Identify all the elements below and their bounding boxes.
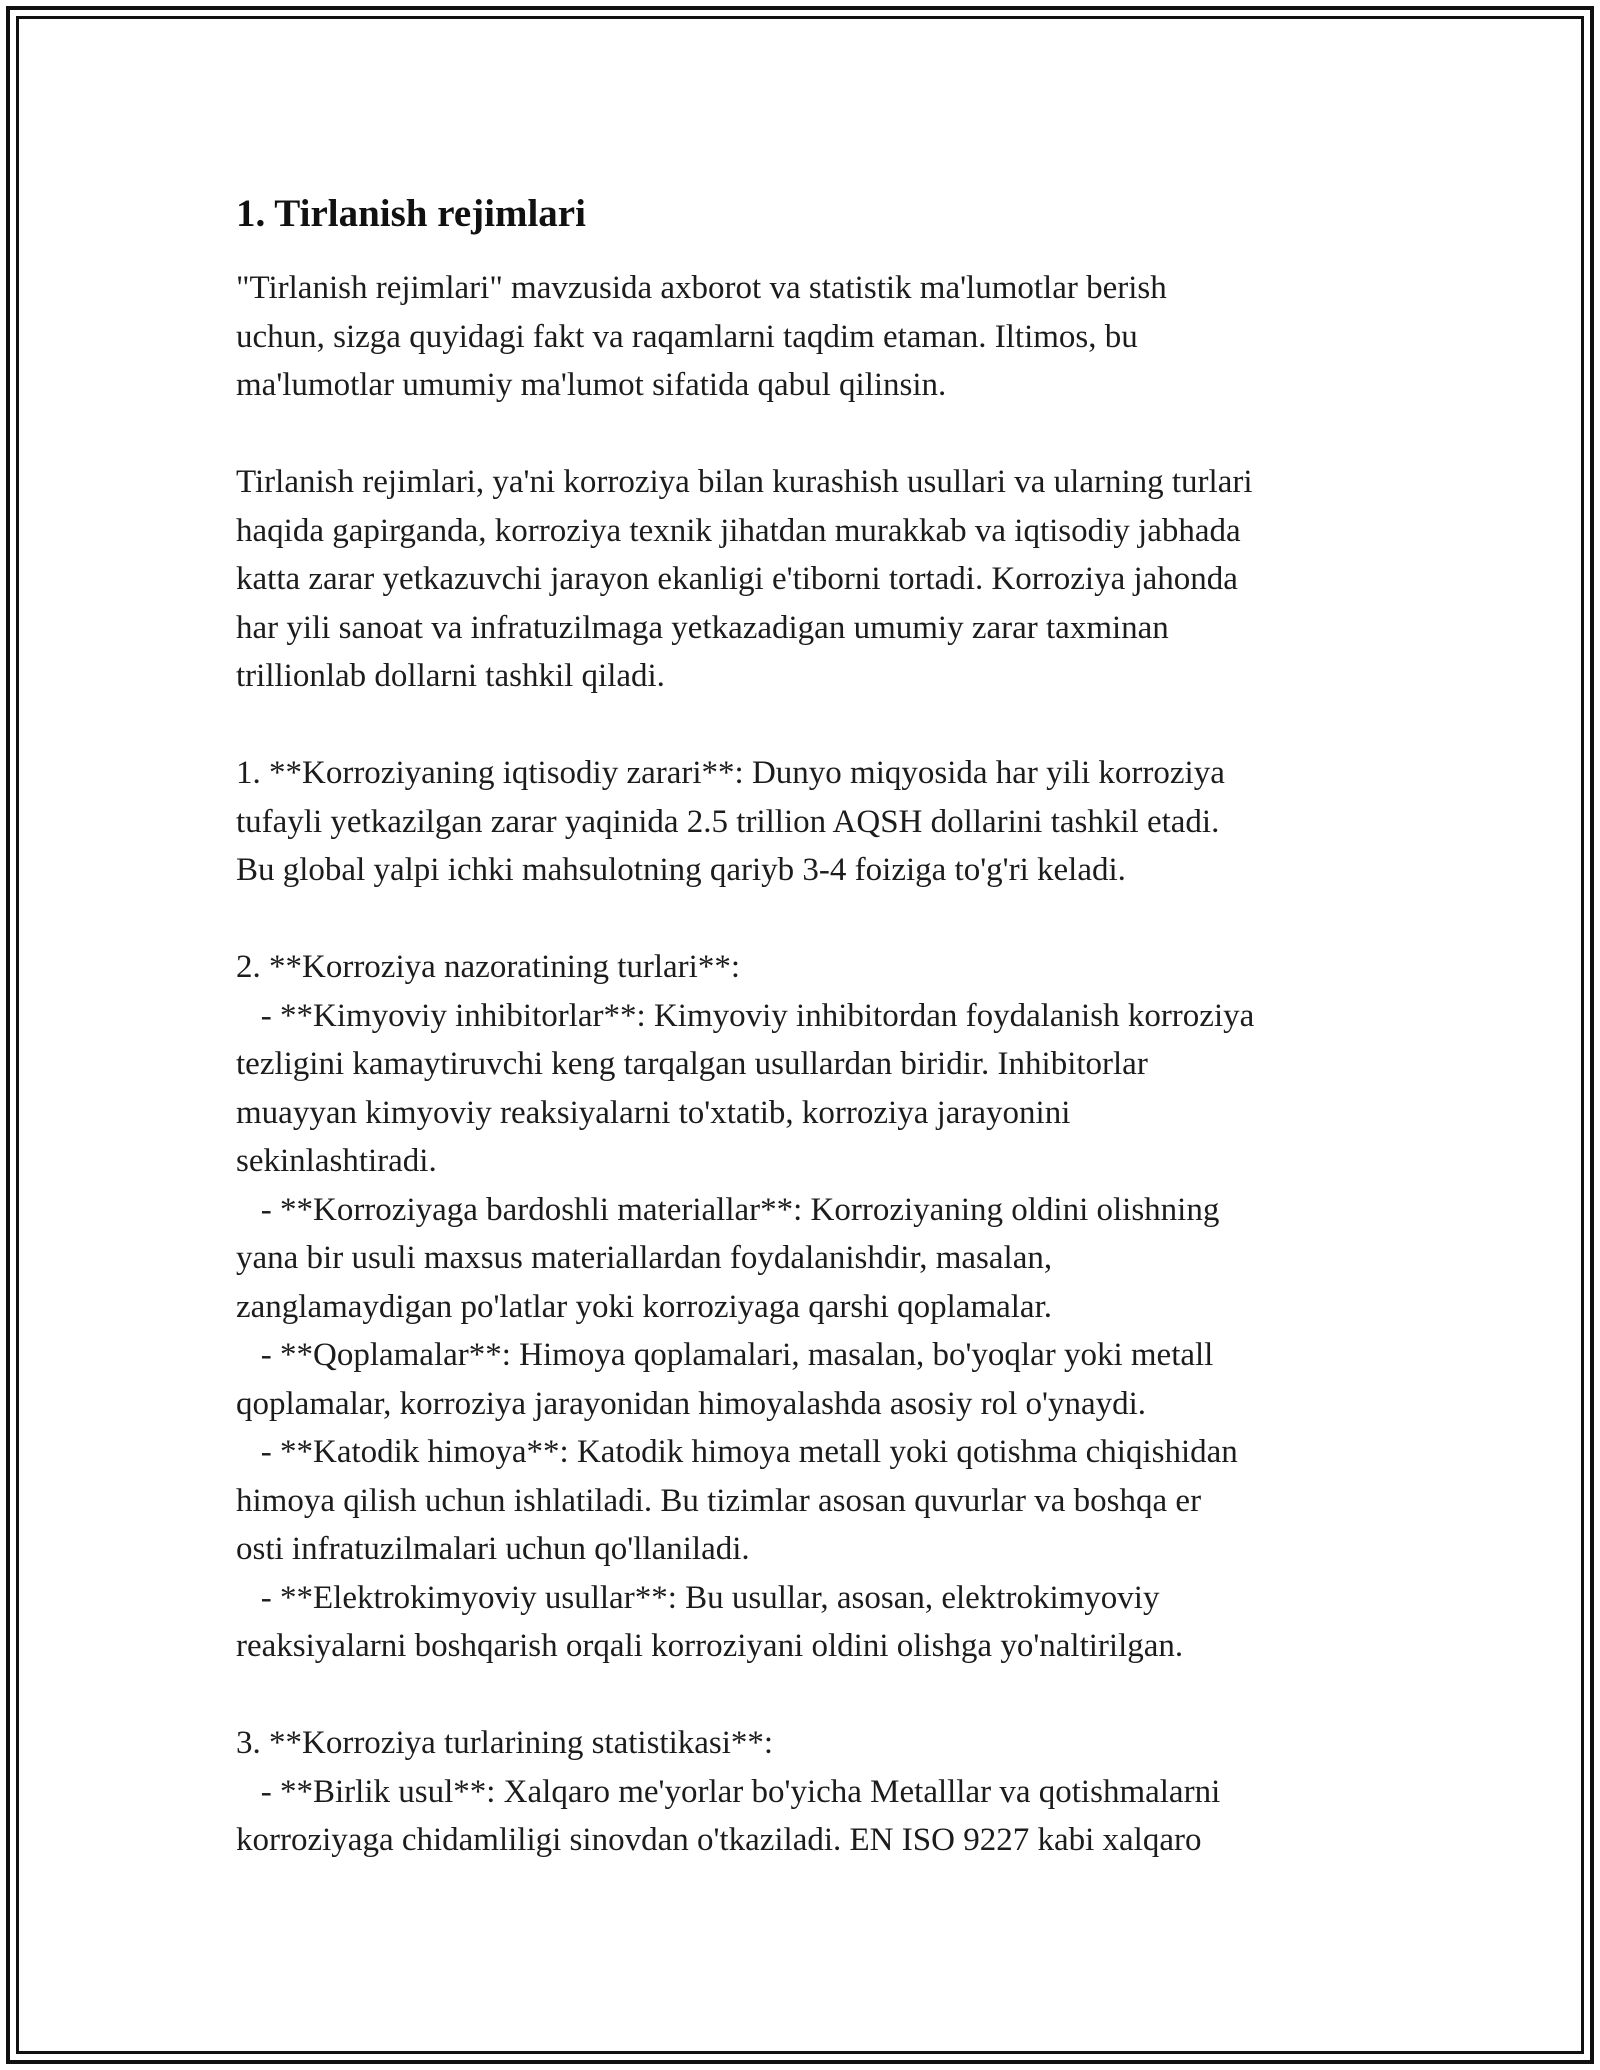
document-body: "Tirlanish rejimlari" mavzusida axborot va statistik ma'lumotlar berish uchun, sizga quyidagi fakt va raqamlarni taqdim etaman. Iltimos, bu ma'lumotlar umumiy ma'lumot sifatida qabul qilinsin. Tirlanish rejimlari, ya'ni korroziya bilan kurashish usullari va ularning turlari haqida gapirganda, korroziya texnik jihatdan murakkab va iqtisodiy jabhada katta zarar yetkazuvchi jarayon ekanligi e'tiborni tortadi. Korroziya jahonda har yili sanoat va infratuzilmaga yetkazadigan umumiy zarar taxminan trillionlab dollarni tashkil qiladi. 1. **Korroziyaning iqtisodiy zarari**: Dunyo miqyosida har yili korroziya tufayli yetkazilgan zarar yaqinida 2.5 trillion AQSH dollarini tashkil etadi. Bu global yalpi ichki mahsulotning qariyb 3-4 foiziga to'g'ri keladi. 2. **Korroziya nazoratining turlari**: - **Kimyoviy inhibitorlar**: Kimyoviy inhibitordan foydalanish korroziya tezligini kamaytiruvchi keng tarqalgan usullardan biridir. Inhibitorlar muayyan kimyoviy reaksiyalarni to'xtatib, korroziya jarayonini sekinlashtiradi. - **Korroziyaga bardoshli materiallar**: Korroziyaning oldini olishning yana bir usuli maxsus materiallardan foydalanishdir, masalan, zanglamaydigan po'latlar yoki korroziyaga qarshi qoplamalar. - **Qoplamalar**: Himoya qoplamalari, masalan, bo'yoqlar yoki metall qoplamalar, korroziya jarayonidan himoyalashda asosiy rol o'ynaydi. - **Katodik himoya**: Katodik himoya metall yoki qotishma chiqishidan himoya qilish uchun ishlatiladi. Bu tizimlar asosan quvurlar va boshqa er osti infratuzilmalari uchun qo'llaniladi. - **Elektrokimyoviy usullar**: Bu usullar, asosan, elektrokimyoviy reaksiyalarni boshqarish orqali korroziyani oldini olishga yo'naltirilgan. 3. **Korroziya turlarining statistikasi**: - **Birlik usul**: Xalqaro me'yorlar bo'yicha Metalllar va qotishmalarni korroziyaga chidamliligi sinovdan o'tkaziladi. EN ISO 9227 kabi xalqaro [236,270,1255,1858]
document-page [236,188,1376,1865]
page-title: 1. Tirlanish rejimlari [236,192,586,235]
